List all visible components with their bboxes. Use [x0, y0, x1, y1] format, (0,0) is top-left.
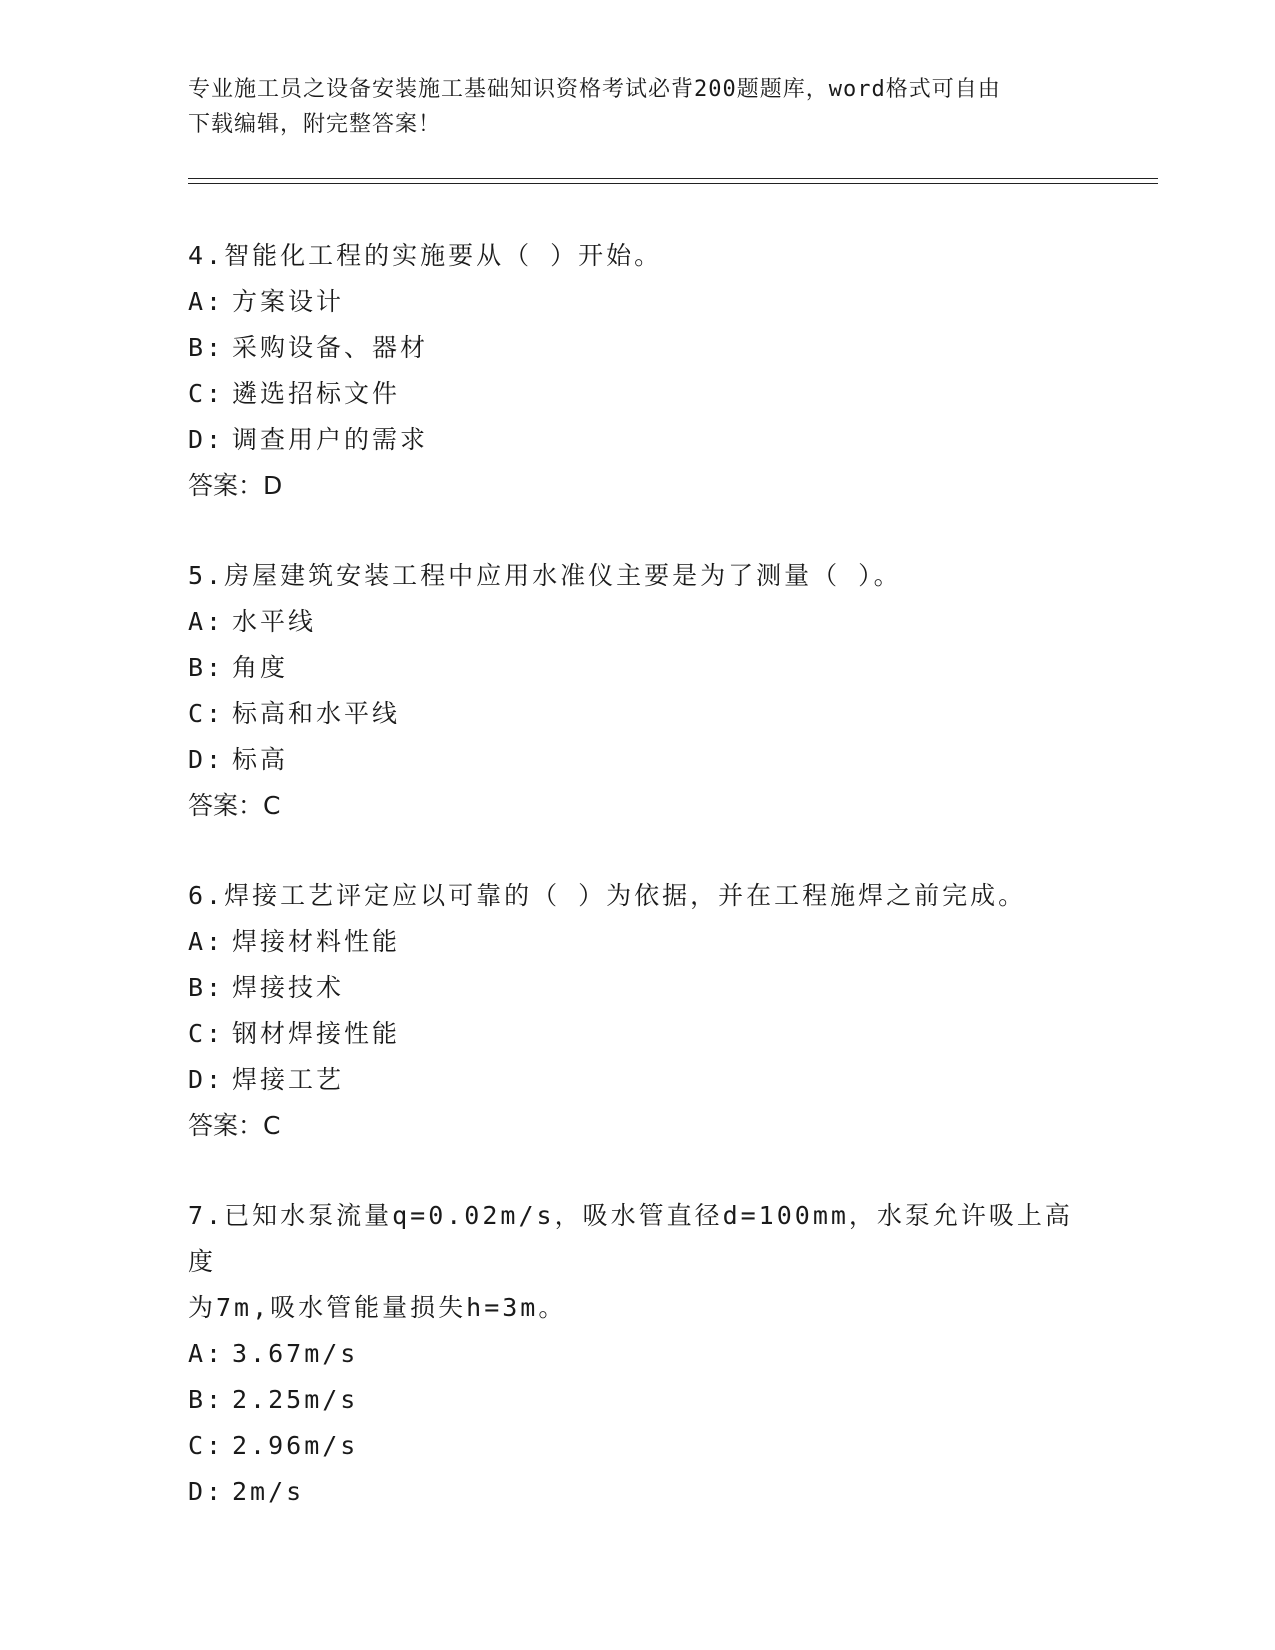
option-letter: D: — [188, 425, 225, 454]
option-letter: C: — [188, 1019, 225, 1048]
option-text: 焊接技术 — [232, 973, 345, 1002]
option-letter: C: — [188, 379, 225, 408]
question-stem-line-2: 为7m,吸水管能量损失h=3m。 — [188, 1293, 567, 1322]
option-letter: D: — [188, 1065, 225, 1094]
option-b — [188, 645, 1088, 691]
option-d — [188, 1057, 1088, 1103]
option-c — [188, 1011, 1088, 1057]
option-text: 焊接工艺 — [232, 1065, 345, 1094]
option-text: 方案设计 — [232, 287, 345, 316]
header-title-line-1: 专业施工员之设备安装施工基础知识资格考试必背200题题库，word格式可自由 — [188, 77, 1001, 102]
option-letter: B: — [188, 333, 225, 362]
option-d — [188, 737, 1088, 783]
option-d — [188, 417, 1088, 463]
option-letter: A: — [188, 1339, 225, 1368]
option-text: 钢材焊接性能 — [232, 1019, 401, 1048]
header-title-line-2: 下载编辑，附完整答案！ — [188, 112, 442, 137]
option-c — [188, 371, 1088, 417]
option-letter: A: — [188, 287, 225, 316]
option-letter: C: — [188, 699, 225, 728]
option-letter: A: — [188, 927, 225, 956]
option-b — [188, 325, 1088, 371]
option-text: 标高 — [232, 745, 289, 774]
question-6 — [188, 873, 1088, 1149]
option-letter: D: — [188, 745, 225, 774]
answer-text: 答案：C — [188, 1111, 281, 1140]
option-text: 焊接材料性能 — [232, 927, 401, 956]
option-b — [188, 965, 1088, 1011]
option-d — [188, 1469, 1088, 1515]
option-text: 2.96m/s — [232, 1431, 359, 1460]
question-stem: 6.焊接工艺评定应以可靠的（ ）为依据，并在工程施焊之前完成。 — [188, 881, 1027, 910]
option-a — [188, 1331, 1088, 1377]
question-stem: 4.智能化工程的实施要从（ ）开始。 — [188, 241, 663, 270]
header-divider-top — [188, 178, 1158, 179]
option-letter: D: — [188, 1477, 225, 1506]
option-a — [188, 599, 1088, 645]
question-stem: 5.房屋建筑安装工程中应用水准仪主要是为了测量（ ）。 — [188, 561, 902, 590]
question-7 — [188, 1193, 1088, 1515]
answer-text: 答案：C — [188, 791, 281, 820]
option-text: 角度 — [232, 653, 289, 682]
header-divider-bottom — [188, 183, 1158, 184]
option-c — [188, 691, 1088, 737]
option-text: 3.67m/s — [232, 1339, 359, 1368]
question-stem-line-1: 7.已知水泵流量q=0.02m/s，吸水管直径d=100mm，水泵允许吸上高度 — [188, 1201, 1073, 1276]
option-letter: C: — [188, 1431, 225, 1460]
option-b — [188, 1377, 1088, 1423]
option-c — [188, 1423, 1088, 1469]
option-text: 2.25m/s — [232, 1385, 359, 1414]
option-text: 标高和水平线 — [232, 699, 401, 728]
option-text: 水平线 — [232, 607, 317, 636]
option-letter: B: — [188, 1385, 225, 1414]
option-text: 2m/s — [232, 1477, 305, 1506]
option-a — [188, 279, 1088, 325]
option-text: 遴选招标文件 — [232, 379, 401, 408]
answer-text: 答案：D — [188, 471, 283, 500]
option-letter: A: — [188, 607, 225, 636]
option-letter: B: — [188, 973, 225, 1002]
document-header — [188, 72, 1088, 142]
option-text: 调查用户的需求 — [232, 425, 429, 454]
option-text: 采购设备、器材 — [232, 333, 429, 362]
question-4 — [188, 233, 1088, 509]
option-a — [188, 919, 1088, 965]
question-5 — [188, 553, 1088, 829]
option-letter: B: — [188, 653, 225, 682]
